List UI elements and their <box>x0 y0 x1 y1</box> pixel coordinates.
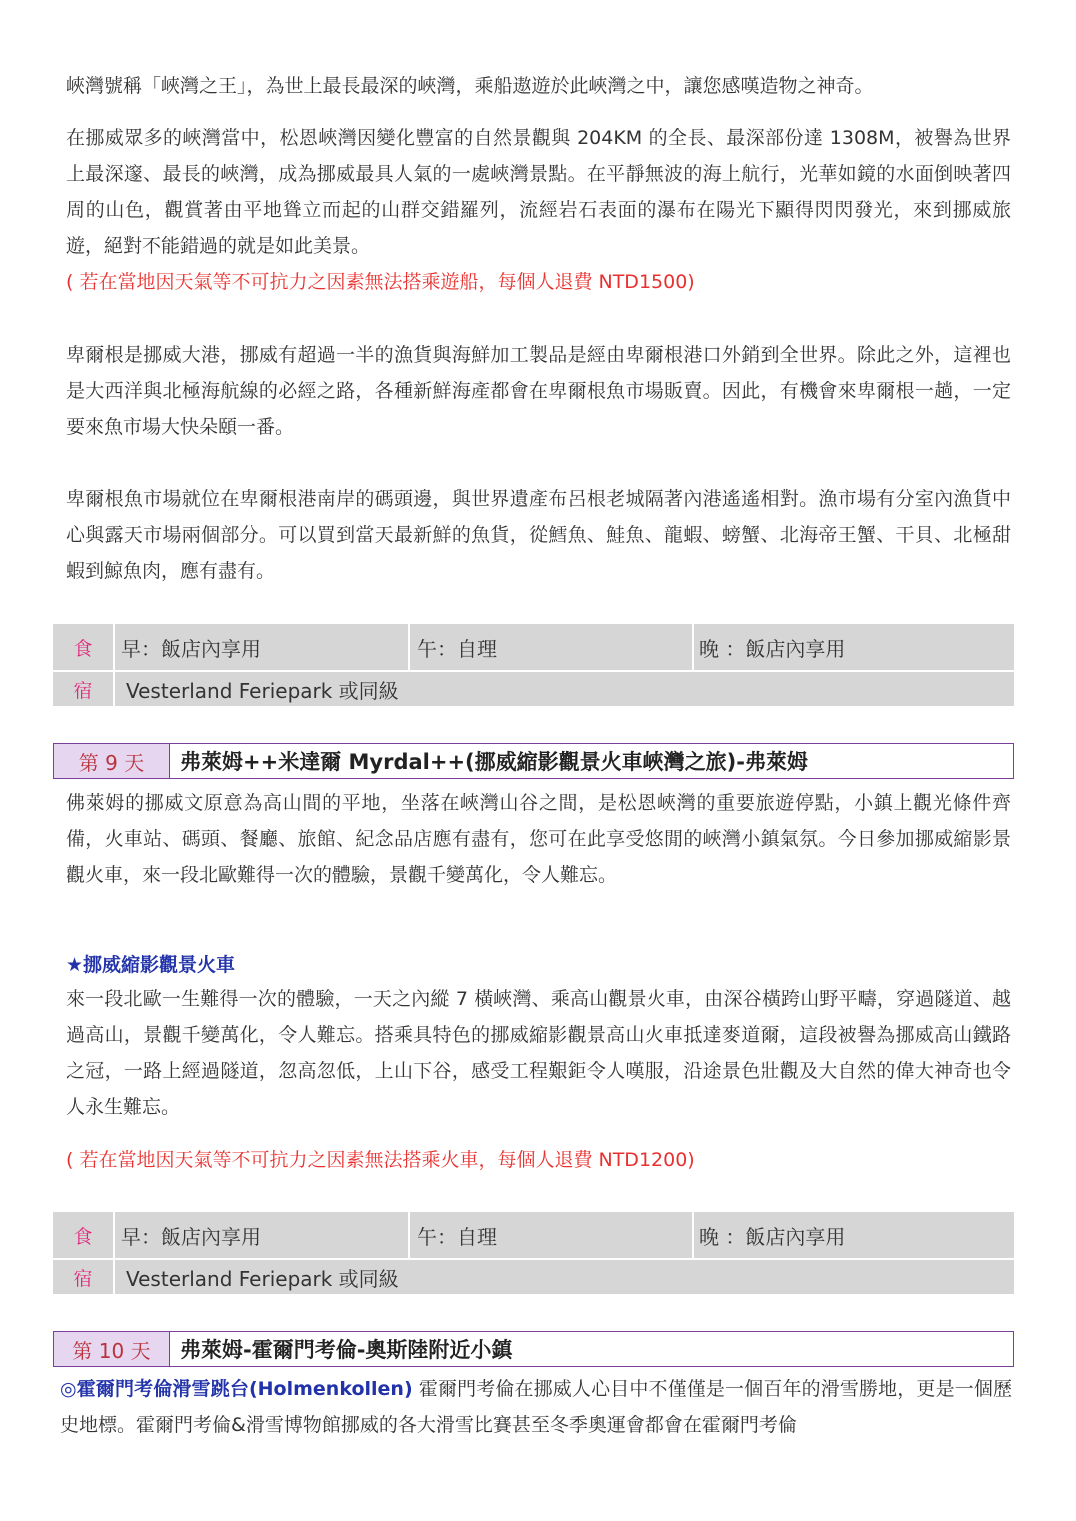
day-9-label: 第 9 天 <box>54 744 170 778</box>
day-10-header <box>53 1331 1014 1367</box>
bergen-paragraph: 卑爾根是挪威大港，挪威有超過一半的漁貨與海鮮加工製品是經由卑爾根港口外銷到全世界。除此之外，這裡也是大西洋與北極海航線的必經之路，各種新鮮海產都會在卑爾根魚市場販賣。因此，有機會來卑爾根一趟，一定要來魚市場大快朵頤一番。 <box>66 344 1011 438</box>
lunch-cell: 午：自理 <box>412 624 694 670</box>
train-description: 來一段北歐一生難得一次的體驗，一天之內縱 7 橫峽灣、乘高山觀景火車，由深谷橫跨山野平疇，穿過隧道、越過高山，景觀千變萬化，令人難忘。搭乘具特色的挪威縮影觀景高山火車抵達麥道爾，這段被譽為挪威高山鐵路之冠，一路上經過隧道，忽高忽低，上山下谷，感受工程艱鉅令人嘆服，沿途景色壯觀及大自然的偉大神奇也令人永生難忘。 <box>66 988 1011 1118</box>
stay-row <box>53 1260 1014 1294</box>
holmenkollen-highlight: ◎霍爾門考倫滑雪跳台(Holmenkollen) <box>60 1378 413 1400</box>
meal-row <box>53 624 1014 670</box>
fish-market-paragraph: 卑爾根魚市場就位在卑爾根港南岸的碼頭邊，與世界遺產布呂根老城隔著內港遙遙相對。漁市場有分室內漁貨中心與露天市場兩個部分。可以買到當天最新鮮的魚貨，從鱈魚、鮭魚、龍蝦、螃蟹、北海帝王蟹、干貝、北極甜蝦到鯨魚肉，應有盡有。 <box>66 488 1011 582</box>
sognefjord-paragraph <box>66 120 1011 300</box>
day-10-title: 弗萊姆-霍爾門考倫-奧斯陸附近小鎮 <box>180 1338 513 1362</box>
hotel-cell: Vesterland Feriepark 或同級 <box>126 1266 399 1291</box>
sognefjord-text: 在挪威眾多的峽灣當中，松恩峽灣因變化豐富的自然景觀與 204KM 的全長、最深部份達 1308M，被譽為世界上最深邃、最長的峽灣，成為挪威最具人氣的一處峽灣景點。在平靜無波的海上航行，光華如鏡的水面倒映著四周的山色，觀賞著由平地聳立而起的山群交錯羅列，流經岩石表面的瀑布在陽光下顯得閃閃發光，來到挪威旅遊，絕對不能錯過的就是如此美景。 <box>66 127 1011 257</box>
breakfast-cell: 早：飯店內享用 <box>117 1212 410 1258</box>
meal-tag: 食 <box>53 624 115 670</box>
lunch-cell: 午：自理 <box>412 1212 694 1258</box>
train-refund-note: ( 若在當地因天氣等不可抗力之因素無法搭乘火車，每個人退費 NTD1200) <box>66 1149 695 1171</box>
stay-tag: 宿 <box>53 1260 115 1294</box>
day-10-label: 第 10 天 <box>54 1332 170 1366</box>
meal-table-2 <box>53 1212 1014 1294</box>
cruise-refund-note: ( 若在當地因天氣等不可抗力之因素無法搭乘遊船，每個人退費 NTD1500) <box>66 271 695 293</box>
day-9-title: 弗萊姆++米達爾 Myrdal++(挪威縮影觀景火車峽灣之旅)-弗萊姆 <box>180 750 808 774</box>
train-subheading: ★挪威縮影觀景火車 <box>66 954 236 976</box>
meal-row <box>53 1212 1014 1258</box>
stay-row <box>53 672 1014 706</box>
day-9-intro: 佛萊姆的挪威文原意為高山間的平地，坐落在峽灣山谷之間，是松恩峽灣的重要旅遊停點，小鎮上觀光條件齊備，火車站、碼頭、餐廳、旅館、紀念品店應有盡有，您可在此享受悠閒的峽灣小鎮氣氛。今日參加挪威縮影景觀火車，來一段北歐難得一次的體驗，景觀千變萬化，令人難忘。 <box>66 792 1011 886</box>
dinner-cell: 晚 ：飯店內享用 <box>699 636 846 661</box>
stay-tag: 宿 <box>53 672 115 706</box>
breakfast-cell: 早：飯店內享用 <box>117 624 410 670</box>
day-10-description <box>60 1371 1012 1443</box>
dinner-cell: 晚 ：飯店內享用 <box>699 1224 846 1249</box>
meal-tag: 食 <box>53 1212 115 1258</box>
intro-paragraph: 峽灣號稱「峽灣之王」，為世上最長最深的峽灣，乘船遨遊於此峽灣之中，讓您感嘆造物之神奇。 <box>66 75 874 97</box>
hotel-cell: Vesterland Feriepark 或同級 <box>126 678 399 703</box>
meal-table-1 <box>53 624 1014 706</box>
holmenkollen-text: 霍爾門考倫在挪威人心目中不僅僅是一個百年的滑雪勝地，更是一個歷史地標。霍爾門考倫&滑雪博物館挪威的各大滑雪比賽甚至冬季奧運會都會在霍爾門考倫 <box>60 1378 1012 1436</box>
day-9-header <box>53 743 1014 779</box>
